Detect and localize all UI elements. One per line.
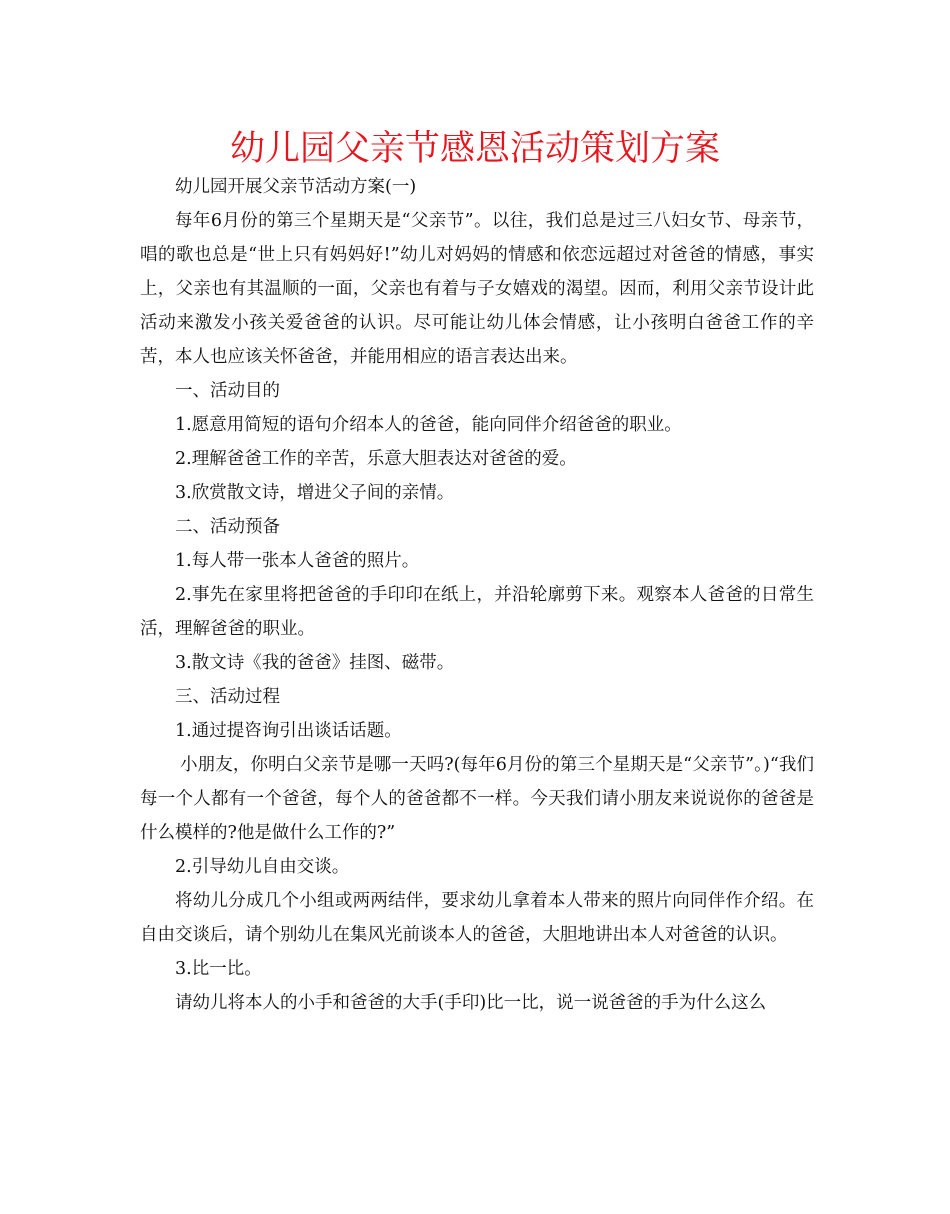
- intro-paragraph: 每年6月份的第三个星期天是“父亲节”。以往，我们总是过三八妇女节、母亲节，唱的歌也总是“世上只有妈妈好!”幼儿对妈妈的情感和依恋远超过对爸爸的情感，事实上，父亲也有其温顺的一面，父亲也有着与子女嬉戏的渴望。因而，利用父亲节设计此活动来激发小孩关爱爸爸的认识。尽可能让幼儿体会情感，让小孩明白爸爸工作的辛苦，本人也应该关怀爸爸，并能用相应的语言表达出来。: [140, 211, 814, 367]
- section-heading-process: 三、活动过程: [175, 687, 280, 707]
- process-step-2: 2.引导幼儿自由交谈。: [175, 857, 350, 877]
- goal-item-1: 1.愿意用简短的语句介绍本人的爸爸，能向同伴介绍爸爸的职业。: [175, 415, 682, 435]
- process-step-3-body: 请幼儿将本人的小手和爸爸的大手(手印)比一比，说一说爸爸的手为什么这么: [175, 993, 767, 1013]
- prep-item-2: 2.事先在家里将把爸爸的手印印在纸上，并沿轮廓剪下来。观察本人爸爸的日常生活，理解爸爸的职业。: [140, 585, 814, 639]
- document-body: [140, 170, 814, 1020]
- subtitle-paragraph: 幼儿园开展父亲节活动方案(一): [175, 177, 417, 197]
- process-step-1-body: 小朋友，你明白父亲节是哪一天吗?(每年6月份的第三个星期天是“父亲节”。)“我们每一个人都有一个爸爸，每个人的爸爸都不一样。今天我们请小朋友来说说你的爸爸是什么模样的?他是做什么工作的?”: [140, 755, 814, 843]
- section-heading-preparation: 二、活动预备: [175, 517, 280, 537]
- goal-item-2: 2.理解爸爸工作的辛苦，乐意大胆表达对爸爸的爱。: [175, 449, 577, 469]
- document-title: 幼儿园父亲节感恩活动策划方案: [229, 129, 720, 169]
- section-heading-goals: 一、活动目的: [175, 381, 280, 401]
- process-step-2-body: 将幼儿分成几个小组或两两结伴，要求幼儿拿着本人带来的照片向同伴作介绍。在自由交谈后，请个别幼儿在集风光前谈本人的爸爸，大胆地讲出本人对爸爸的认识。: [140, 891, 814, 945]
- prep-item-3: 3.散文诗《我的爸爸》挂图、磁带。: [175, 653, 455, 673]
- process-step-3: 3.比一比。: [175, 959, 262, 979]
- prep-item-1: 1.每人带一张本人爸爸的照片。: [175, 551, 420, 571]
- goal-item-3: 3.欣赏散文诗，增进父子间的亲情。: [175, 483, 455, 503]
- process-step-1: 1.通过提咨询引出谈话话题。: [175, 721, 402, 741]
